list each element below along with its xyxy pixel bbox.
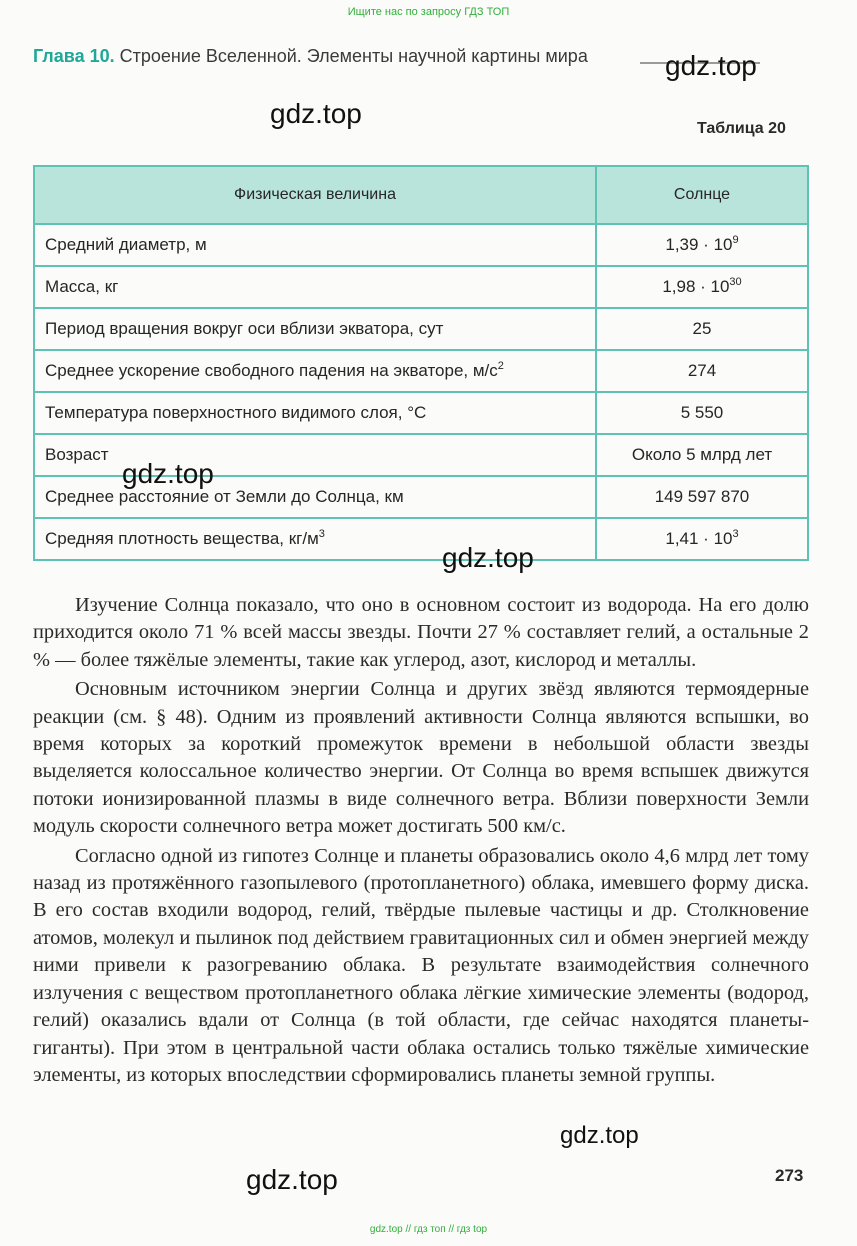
chapter-title: Строение Вселенной. Элементы научной картины мира xyxy=(119,46,588,66)
paragraph: Изучение Солнца показало, что оно в основном состоит из водорода. На его долю приходится около 71 % всей массы звезды. Почти 27 % составляет гелий, а остальные 2 % — более тяжёлые элементы, такие как углерод, азот, кислород и металлы. xyxy=(33,594,809,671)
row-value: Около 5 млрд лет xyxy=(596,434,808,476)
paragraph: Согласно одной из гипотез Солнце и планеты образовались около 4,6 млрд лет тому назад из протяжённого газопылевого (протопланетного) облака, имевшего форму диска. В его состав входили водород, гелий, твёрдые пылевые частицы и др. Столкновение атомов, молекул и пылинок под действием гравитационных сил и обмен энергией между ними привели к разогреванию облака. В результате взаимодействия солнечного излучения с веществом протопланетного облака лёгкие химические элементы (водород, гелий) оказались вдали от Солнца (в той области, где сейчас находятся планеты-гиганты). При этом в центральной части облака остались только тяжёлые химические элементы, из которых впоследствии сформировались планеты земной группы. xyxy=(33,844,809,1086)
row-value: $1,98 \cdot 10^{30}$ xyxy=(596,266,808,308)
table-row xyxy=(34,224,808,266)
row-value: 25 xyxy=(596,308,808,350)
table-header-row xyxy=(34,166,808,224)
row-name: Температура поверхностного видимого слоя, °С xyxy=(34,392,596,434)
paragraph: Основным источником энергии Солнца и других звёзд являются термоядерные реакции (см. § 48). Одним из проявлений активности Солнца являются вспышки, во время которых за короткий промежуток времени в небольшой области звезды выделяется колоссальное количество энергии. От Солнца во время вспышек движутся потоки ионизированной плазмы в виде солнечного ветра. Вблизи поверхности Земли модуль скорости солнечного ветра может достигать 500 км/с. xyxy=(33,678,809,838)
table-row xyxy=(34,518,808,560)
watermark: gdz.top xyxy=(442,542,534,573)
row-value: 274 xyxy=(596,350,808,392)
row-name: Возраст xyxy=(34,434,596,476)
header-quantity: Физическая величина xyxy=(34,166,596,224)
row-value: $1,39 \cdot 10^9$ xyxy=(596,224,808,266)
row-value: 5 550 xyxy=(596,392,808,434)
page-number: 273 xyxy=(775,1166,804,1185)
row-name: Период вращения вокруг оси вблизи экватора, сут xyxy=(34,308,596,350)
chapter-number: Глава 10. xyxy=(33,46,115,66)
header-sun: Солнце xyxy=(596,166,808,224)
watermark: gdz.top xyxy=(665,50,757,81)
watermark: gdz.top xyxy=(246,1164,338,1195)
row-value: 149 597 870 xyxy=(596,476,808,518)
row-name: Среднее расстояние от Земли до Солнца, км xyxy=(34,476,596,518)
bottom-note: gdz.top // гдз топ // гдз top xyxy=(369,1224,488,1235)
table-row xyxy=(34,392,808,434)
table-caption: Таблица 20 xyxy=(697,120,786,137)
row-name: Среднее ускорение свободного падения на экваторе, $м/с^2$ xyxy=(34,350,596,392)
watermark: gdz.top xyxy=(560,1122,639,1149)
body-text xyxy=(33,592,809,1091)
table-row xyxy=(34,266,808,308)
top-note: Ищите нас по запросу ГДЗ ТОП xyxy=(347,6,510,18)
watermark: gdz.top xyxy=(122,458,214,489)
sun-properties-table xyxy=(33,165,809,561)
row-name: Масса, кг xyxy=(34,266,596,308)
row-value: $1,41 \cdot 10^3$ xyxy=(596,518,808,560)
watermark: gdz.top xyxy=(270,98,362,129)
row-name: Средняя плотность вещества, $кг/м^3$ xyxy=(34,518,596,560)
row-name: Средний диаметр, м xyxy=(34,224,596,266)
table-row xyxy=(34,308,808,350)
chapter-heading xyxy=(33,46,588,67)
table-row xyxy=(34,350,808,392)
